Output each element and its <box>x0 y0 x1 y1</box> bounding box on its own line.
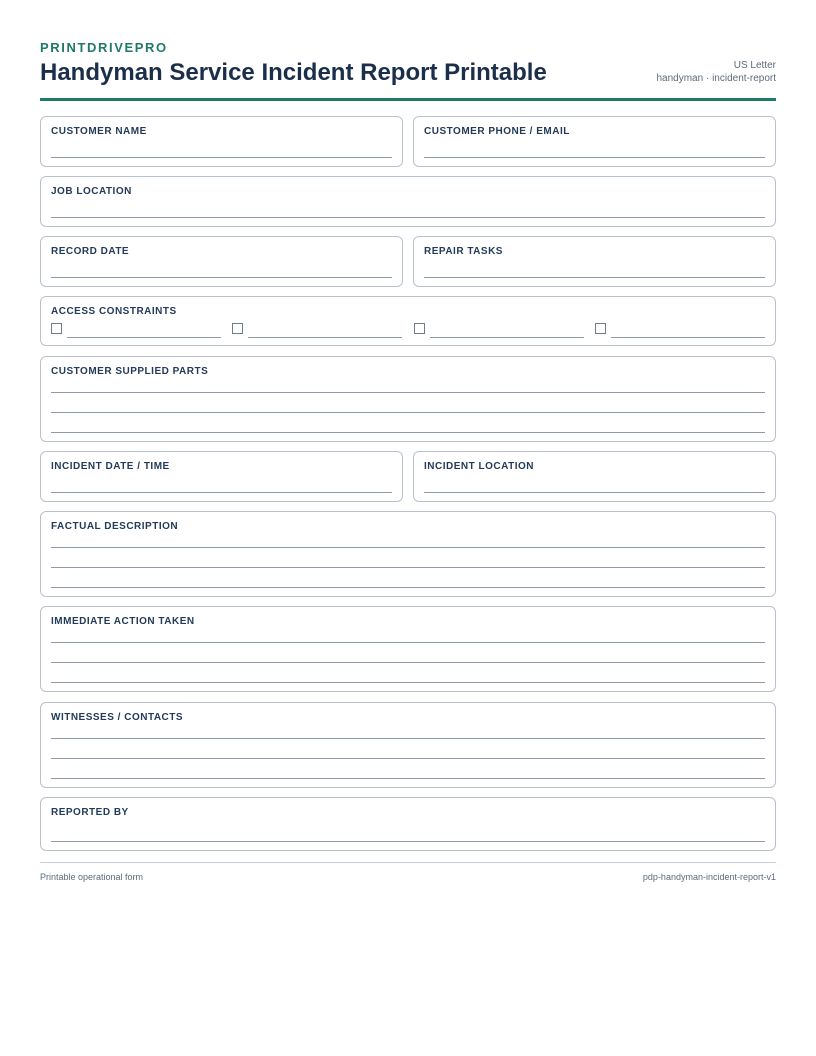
footer-divider <box>40 862 776 863</box>
immediate-action-field <box>40 606 776 692</box>
immediate-action-label: IMMEDIATE ACTION TAKEN <box>51 616 195 627</box>
witnesses-line-2[interactable] <box>51 758 765 759</box>
form-id: pdp-handyman-incident-report-v1 <box>642 872 776 882</box>
incident-datetime-field <box>40 451 403 502</box>
page-meta <box>656 59 776 85</box>
witnesses-line-1[interactable] <box>51 738 765 739</box>
incident-location-field <box>413 451 776 502</box>
access-constraints-field <box>40 296 776 346</box>
incident-location-label: INCIDENT LOCATION <box>424 461 534 472</box>
brand-name: PRINTDRIVEPRO <box>40 40 168 55</box>
access-option-line-4[interactable] <box>611 337 765 338</box>
immediate-action-line-3[interactable] <box>51 682 765 683</box>
record-date-field <box>40 236 403 287</box>
footer-description: Printable operational form <box>40 872 144 882</box>
access-checkbox-3[interactable] <box>414 323 425 334</box>
incident-datetime-label: INCIDENT DATE / TIME <box>51 461 170 472</box>
repair-tasks-label: REPAIR TASKS <box>424 246 503 257</box>
factual-description-line-1[interactable] <box>51 547 765 548</box>
access-option-line-3[interactable] <box>430 337 584 338</box>
reported-by-field <box>40 797 776 851</box>
job-location-label: JOB LOCATION <box>51 186 132 197</box>
customer-name-label: CUSTOMER NAME <box>51 126 147 137</box>
access-checkbox-2[interactable] <box>232 323 243 334</box>
customer-parts-label: CUSTOMER SUPPLIED PARTS <box>51 366 209 377</box>
access-checkbox-1[interactable] <box>51 323 62 334</box>
repair-tasks-input-line[interactable] <box>424 277 765 278</box>
reported-by-label: REPORTED BY <box>51 807 129 818</box>
incident-datetime-input-line[interactable] <box>51 492 392 493</box>
factual-description-field <box>40 511 776 597</box>
access-option-line-2[interactable] <box>248 337 402 338</box>
factual-description-line-2[interactable] <box>51 567 765 568</box>
access-checkbox-4[interactable] <box>595 323 606 334</box>
incident-location-input-line[interactable] <box>424 492 765 493</box>
record-date-label: RECORD DATE <box>51 246 130 257</box>
customer-contact-label: CUSTOMER PHONE / EMAIL <box>424 126 570 137</box>
reported-by-input-line[interactable] <box>51 841 765 842</box>
immediate-action-line-2[interactable] <box>51 662 765 663</box>
job-location-field <box>40 176 776 227</box>
factual-description-line-3[interactable] <box>51 587 765 588</box>
customer-parts-line-3[interactable] <box>51 432 765 433</box>
customer-parts-field <box>40 356 776 442</box>
customer-parts-line-1[interactable] <box>51 392 765 393</box>
form-tags: handyman · incident-report <box>656 73 776 84</box>
customer-contact-input-line[interactable] <box>424 157 765 158</box>
job-location-input-line[interactable] <box>51 217 765 218</box>
page-title: Handyman Service Incident Report Printable <box>40 59 547 86</box>
immediate-action-line-1[interactable] <box>51 642 765 643</box>
witnesses-field <box>40 702 776 788</box>
witnesses-label: WITNESSES / CONTACTS <box>51 712 184 723</box>
record-date-input-line[interactable] <box>51 277 392 278</box>
customer-name-input-line[interactable] <box>51 157 392 158</box>
factual-description-label: FACTUAL DESCRIPTION <box>51 521 179 532</box>
customer-name-field <box>40 116 403 167</box>
access-constraints-label: ACCESS CONSTRAINTS <box>51 306 177 317</box>
customer-contact-field <box>413 116 776 167</box>
repair-tasks-field <box>413 236 776 287</box>
page-header <box>40 40 776 101</box>
witnesses-line-3[interactable] <box>51 778 765 779</box>
paper-size: US Letter <box>733 60 776 71</box>
access-option-line-1[interactable] <box>67 337 221 338</box>
customer-parts-line-2[interactable] <box>51 412 765 413</box>
report-page <box>40 40 776 101</box>
